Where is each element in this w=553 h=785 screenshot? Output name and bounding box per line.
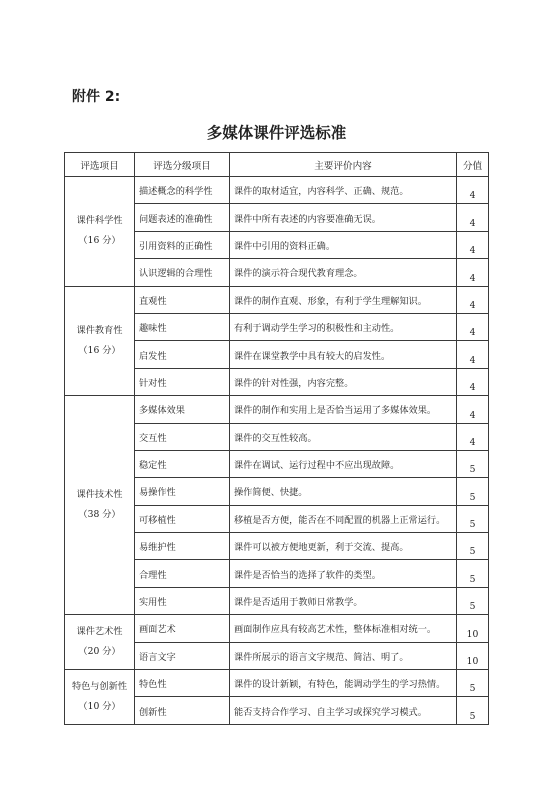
score-cell: 4 [457, 231, 489, 258]
content-cell: 课件在课堂教学中具有较大的启发性。 [230, 341, 457, 368]
score-cell: 10 [457, 642, 489, 669]
sub-item-cell: 稳定性 [135, 450, 230, 477]
sub-item-cell: 描述概念的科学性 [135, 177, 230, 204]
content-cell: 课件的演示符合现代教育理念。 [230, 259, 457, 286]
table-body [65, 177, 489, 725]
content-cell: 移植是否方便，能否在不同配置的机器上正常运行。 [230, 505, 457, 532]
content-cell: 课件是否适用于教师日常教学。 [230, 587, 457, 614]
header-category: 评选项目 [65, 153, 135, 177]
sub-item-cell: 引用资料的正确性 [135, 231, 230, 258]
score-cell: 5 [457, 560, 489, 587]
table-header-row [65, 153, 489, 177]
category-name: 课件科学性 [76, 215, 123, 227]
category-points: （16 分） [78, 235, 121, 247]
content-cell: 课件所展示的语言文字规范、简洁、明了。 [230, 642, 457, 669]
sub-item-cell: 合理性 [135, 560, 230, 587]
sub-item-cell: 画面艺术 [135, 615, 230, 642]
score-cell: 4 [457, 423, 489, 450]
score-cell: 4 [457, 368, 489, 395]
sub-item-cell: 实用性 [135, 587, 230, 614]
sub-item-cell: 语言文字 [135, 642, 230, 669]
score-cell: 4 [457, 204, 489, 231]
table-row [65, 670, 489, 697]
content-cell: 能否支持合作学习、自主学习或探究学习模式。 [230, 697, 457, 724]
page-title: 多媒体课件评选标准 [206, 124, 347, 142]
score-cell: 4 [457, 396, 489, 423]
content-cell: 课件中引用的资料正确。 [230, 231, 457, 258]
sub-item-cell: 交互性 [135, 423, 230, 450]
content-cell: 课件在调试、运行过程中不应出现故障。 [230, 450, 457, 477]
category-cell [65, 396, 135, 615]
score-cell: 4 [457, 341, 489, 368]
sub-item-cell: 趣味性 [135, 313, 230, 340]
sub-item-cell: 启发性 [135, 341, 230, 368]
category-points: （20 分） [78, 646, 121, 658]
header-content: 主要评价内容 [230, 153, 457, 177]
table-row [65, 615, 489, 642]
content-cell: 课件的制作直观、形象，有利于学生理解知识。 [230, 286, 457, 313]
category-name: 课件技术性 [76, 489, 123, 501]
content-cell: 课件是否恰当的选择了软件的类型。 [230, 560, 457, 587]
sub-item-cell: 问题表述的准确性 [135, 204, 230, 231]
category-points: （16 分） [78, 344, 121, 356]
content-cell: 课件中所有表述的内容要准确无误。 [230, 204, 457, 231]
sub-item-cell: 认识逻辑的合理性 [135, 259, 230, 286]
content-cell: 课件的交互性较高。 [230, 423, 457, 450]
score-cell: 4 [457, 313, 489, 340]
sub-item-cell: 可移植性 [135, 505, 230, 532]
category-name: 课件教育性 [76, 324, 123, 336]
header-score: 分值 [457, 153, 489, 177]
score-cell: 5 [457, 478, 489, 505]
score-cell: 5 [457, 697, 489, 724]
content-cell: 操作简便、快捷。 [230, 478, 457, 505]
score-cell: 5 [457, 505, 489, 532]
content-cell: 课件的取材适宜，内容科学、正确、规范。 [230, 177, 457, 204]
content-cell: 课件可以被方便地更新，利于交流、提高。 [230, 533, 457, 560]
table-row [65, 286, 489, 313]
sub-item-cell: 创新性 [135, 697, 230, 724]
content-cell: 课件的针对性强，内容完整。 [230, 368, 457, 395]
category-cell [65, 615, 135, 670]
sub-item-cell: 多媒体效果 [135, 396, 230, 423]
content-cell: 有利于调动学生学习的积极性和主动性。 [230, 313, 457, 340]
score-cell: 5 [457, 533, 489, 560]
sub-item-cell: 针对性 [135, 368, 230, 395]
category-cell [65, 286, 135, 396]
score-cell: 4 [457, 177, 489, 204]
content-cell: 课件的设计新颖，有特色，能调动学生的学习热情。 [230, 670, 457, 697]
header-sub-item: 评选分级项目 [135, 153, 230, 177]
category-name: 课件艺术性 [76, 626, 123, 638]
content-cell: 课件的制作和实用上是否恰当运用了多媒体效果。 [230, 396, 457, 423]
score-cell: 5 [457, 670, 489, 697]
category-cell [65, 177, 135, 287]
score-cell: 4 [457, 259, 489, 286]
category-name: 特色与创新性 [71, 680, 128, 692]
score-cell: 4 [457, 286, 489, 313]
sub-item-cell: 直观性 [135, 286, 230, 313]
category-cell [65, 670, 135, 725]
sub-item-cell: 易维护性 [135, 533, 230, 560]
category-points: （10 分） [78, 700, 121, 712]
sub-item-cell: 易操作性 [135, 478, 230, 505]
sub-item-cell: 特色性 [135, 670, 230, 697]
attachment-label: 附件 2: [72, 89, 121, 105]
table-row [65, 177, 489, 204]
score-cell: 5 [457, 450, 489, 477]
table-row [65, 396, 489, 423]
score-cell: 10 [457, 615, 489, 642]
category-points: （38 分） [78, 509, 121, 521]
content-cell: 画面制作应具有较高艺术性，整体标准相对统一。 [230, 615, 457, 642]
evaluation-table [64, 152, 489, 725]
score-cell: 5 [457, 587, 489, 614]
